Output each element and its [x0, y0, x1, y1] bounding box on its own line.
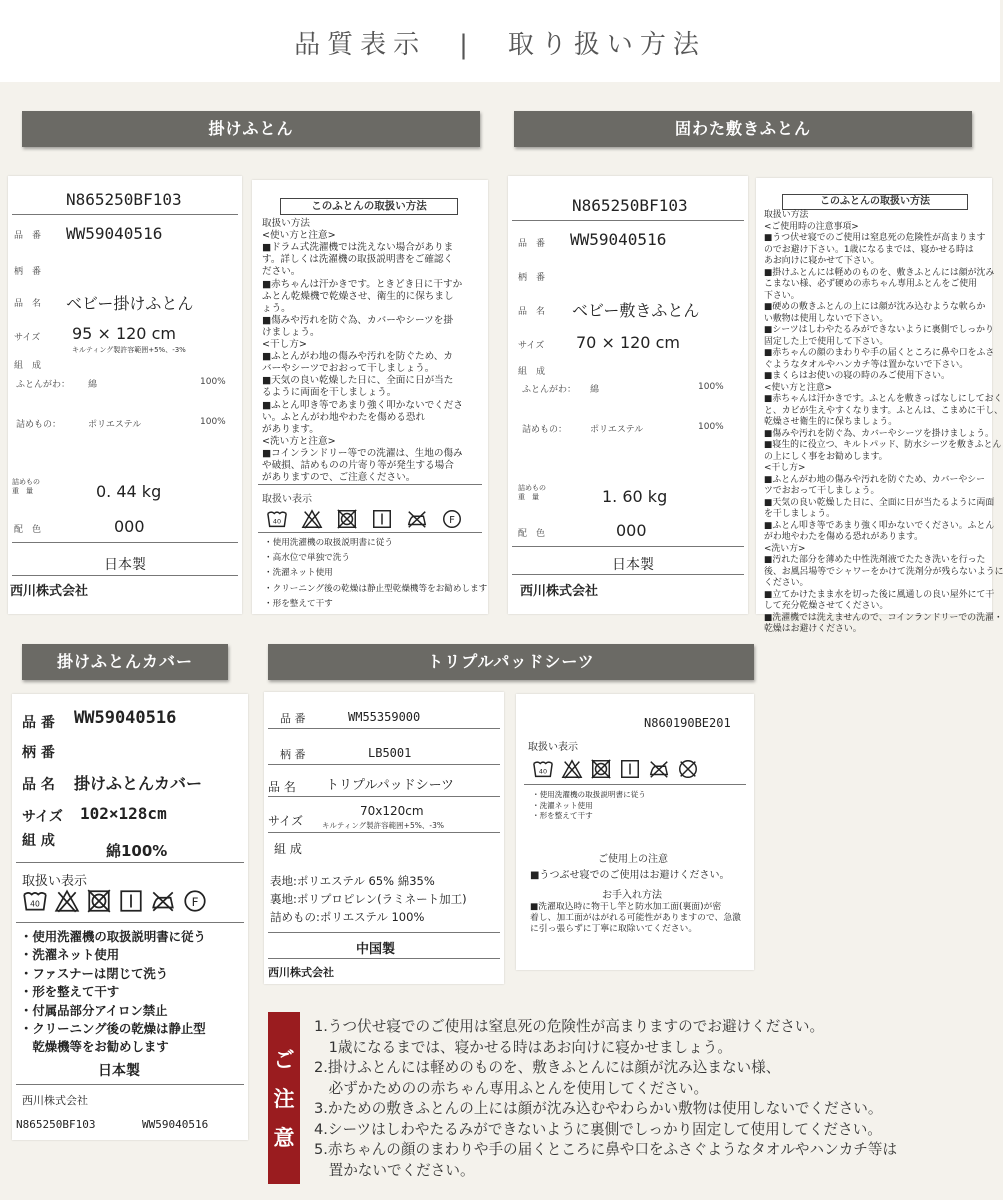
- care-line: ■ふとんがわ地の傷みや汚れを防ぐため、カ: [262, 351, 453, 363]
- composition-label: 組 成: [274, 842, 302, 856]
- weight-label: 詰めもの重 量: [12, 478, 40, 495]
- hinmei-value: ベビー掛けふとん: [66, 294, 194, 313]
- care-line: ■洗濯機では洗えませんので、コインランドリーでの洗濯・: [764, 612, 1003, 623]
- origin: 日本製: [612, 557, 654, 573]
- care-line: 固定した上で使用して下さい。: [764, 336, 889, 347]
- care-bullet: ・クリーニング後の乾燥は静止型乾燥機等をお勧めします: [264, 583, 488, 594]
- company: 西川株式会社: [520, 584, 599, 599]
- size-label: サイズ: [14, 333, 41, 343]
- gara-value: LB5001: [368, 746, 412, 760]
- size-value: 102×128cm: [80, 804, 167, 823]
- label-code: N865250BF103: [572, 196, 688, 215]
- care-line: <干し方>: [764, 463, 806, 473]
- notice-char-2: 注: [273, 1087, 295, 1111]
- composition-label: 組 成: [518, 367, 546, 377]
- care-bullet: ・洗濯ネット使用: [532, 800, 593, 810]
- notice-char-1: ご: [273, 1048, 295, 1072]
- care-line: ■ふとん叩き等であまり強く叩かないでくださ: [262, 399, 463, 411]
- care-line: ■まくらはお使いの寝の時のみご使用下さい。: [764, 371, 950, 381]
- label-code: N865250BF103: [66, 190, 182, 209]
- care-line: ■ふとん叩き等であまり強く叩かないでください。ふとん: [764, 520, 995, 531]
- care-line: ■掛けふとんには軽めのものを、敷きふとんには顔が沈み: [764, 267, 995, 278]
- svg-text:40: 40: [272, 517, 282, 526]
- care-line: ■寝生的に役立つ、キルトパッド、防水シーツを敷きふとん: [764, 440, 1002, 450]
- line-dry-icon: [371, 508, 393, 534]
- hinban-value: WW59040516: [570, 230, 667, 249]
- care-line: い。ふとんがわ地やわたを傷める恐れ: [262, 411, 426, 423]
- no-tumble-dry-icon: [86, 888, 112, 918]
- care-line: ■硬めの敷きふとんの上には顔が沈み込むような軟らか: [764, 302, 986, 312]
- care-bullet: ・クリーニング後の乾燥は静止型: [20, 1021, 206, 1036]
- notice-line: 2.掛けふとんには軽めのものを、敷きふとんには顔が沈み込まない様、: [314, 1059, 781, 1076]
- no-iron-icon: [406, 508, 428, 534]
- size-label: サイズ: [518, 341, 545, 351]
- composition-line: 表地:ポリエステル 65% 綿35%: [270, 874, 435, 888]
- notice-line: 3.かための敷きふとんの上には顔が沈み込むやわらかい敷物は使用しないでください。: [314, 1100, 883, 1117]
- care-bullet: 乾燥機等をお勧めします: [20, 1039, 169, 1055]
- no-bleach-icon: [561, 758, 583, 784]
- care-bullet: ・洗濯ネット使用: [264, 568, 333, 579]
- care-line: ■汚れた部分を薄めた中性洗剤液でたたき洗いを行った: [764, 555, 986, 565]
- code-2: WW59040516: [142, 1118, 209, 1131]
- care-symbols: [532, 758, 706, 784]
- care-line: <使い方と注意>: [262, 230, 336, 242]
- section-kakebuton: 掛けふとん: [22, 111, 480, 147]
- care-line: <洗い方と注意>: [262, 435, 336, 447]
- code-1: N865250BF103: [16, 1118, 96, 1131]
- weight-label: 詰めもの重 量: [518, 484, 546, 501]
- care-bullet: ・形を整えて干す: [532, 811, 593, 820]
- no-iron-icon: [648, 758, 670, 784]
- hinban-label: 品 番: [22, 715, 55, 731]
- care-line: ■赤ちゃんは汗かきです。ふとんを敷きっぱなしにしておく: [764, 394, 1003, 404]
- color-label: 配 色: [518, 529, 546, 539]
- quality-label-shikibuton: [508, 176, 748, 614]
- fill-label: 詰めもの：: [522, 425, 568, 435]
- svg-text:F: F: [191, 894, 199, 909]
- care-line: <使い方と注意>: [764, 382, 833, 393]
- care-line: 取扱い方法: [262, 218, 310, 229]
- care-line: 後、お風呂場等でシャワーをかけて洗剤分が残らないように: [764, 566, 1003, 577]
- hinban-value: WW59040516: [74, 708, 177, 728]
- notice-line: 5.赤ちゃんの顔のまわりや手の届くところに鼻や口をふさぐようなタオルやハンカチ等は: [314, 1141, 898, 1158]
- hinmei-value: トリプルパッドシーツ: [326, 778, 455, 793]
- size-value: 70 × 120 cm: [576, 333, 680, 352]
- page-header: [0, 0, 1000, 82]
- care-line: こまない様、必ず硬めの赤ちゃん専用ふとんをご使用: [764, 279, 977, 289]
- care-line: ■天気の良い乾燥した日に、全面に日が当た: [262, 375, 454, 387]
- care-line: バーやシーツでおおって干しましょう。: [262, 363, 435, 375]
- notice-line: 4.シーツはしわやたるみができないように裏側でしっかり固定して使用してください。: [314, 1120, 882, 1138]
- hinmei-value: 掛けふとんカバー: [74, 774, 203, 793]
- wash-40-icon: [22, 888, 48, 918]
- care-line: <干し方>: [262, 339, 307, 350]
- quality-label-sheet: [264, 692, 504, 984]
- page-title: 品質表示 | 取り扱い方法: [294, 30, 706, 60]
- care-label-shikibuton: [756, 178, 1003, 634]
- color-label: 配 色: [14, 525, 42, 535]
- care-line: い敷物は使用しないで下さい。: [764, 313, 889, 324]
- composition-label: 組 成: [22, 833, 55, 849]
- company: 西川株式会社: [268, 966, 334, 979]
- usage-title: ご使用上の注意: [598, 854, 668, 865]
- line-dry-icon: [619, 758, 641, 784]
- notice-char-3: 意: [273, 1126, 295, 1150]
- no-bleach-icon: [54, 888, 80, 918]
- care-line: ■シーツはしわやたるみができないように裏側でしっかり: [764, 325, 994, 335]
- care-title: このふとんの取扱い方法: [782, 194, 968, 210]
- composition-label: 組 成: [14, 361, 42, 371]
- outer-label: ふとんがわ：: [522, 385, 577, 395]
- care-line: ■コインランドリー等での洗濯は、生地の傷み: [262, 447, 463, 459]
- fill-label: 詰めもの：: [16, 420, 62, 430]
- care-line: を干しましょう。: [764, 509, 835, 519]
- care-symbol-label: 取扱い表示: [22, 874, 88, 889]
- svg-text:F: F: [449, 515, 455, 527]
- hinban-label: 品 番: [518, 239, 546, 249]
- care-line: ださい。: [262, 266, 301, 278]
- care-line: ふとん乾燥機で乾燥させ、衛生的に保ちまし: [262, 290, 454, 302]
- care-line: 乾燥はお避けください。: [764, 624, 862, 634]
- care-line: して充分乾燥させてください。: [764, 601, 889, 611]
- care-line: がありますので、ご注意ください。: [262, 472, 416, 484]
- care-bullet: ・洗濯ネット使用: [20, 947, 120, 963]
- composition-value: 綿100%: [106, 842, 168, 860]
- hinmei-label: 品 名: [14, 299, 42, 309]
- fill-pct: 100%: [698, 422, 724, 432]
- usage-text: ■うつぶせ寝でのご使用はお避けください。: [530, 870, 730, 881]
- gara-label: 柄 番: [280, 748, 306, 761]
- no-tumble-dry-icon: [336, 508, 358, 534]
- notice-line: 1歳になるまでは、寝かせる時はあお向けに寝かせましょう。: [314, 1038, 732, 1056]
- care-line: あお向けに寝かせて下さい。: [764, 256, 880, 266]
- care-symbols: [266, 508, 476, 534]
- care-line: と、カビが生えやすくなります。ふとんは、こまめに干し、: [764, 405, 1003, 416]
- care-line: ■傷みや汚れを防ぐ為、カバーやシーツを掛: [262, 314, 453, 326]
- gara-label: 柄 番: [518, 273, 546, 283]
- outer-pct: 100%: [200, 377, 226, 387]
- care-line: るように両面を干しましょう。: [262, 387, 397, 399]
- hinmei-label: 品 名: [268, 780, 296, 794]
- care-line: 下さい。: [764, 290, 800, 301]
- hinban-value: WM55359000: [348, 710, 421, 724]
- size-value: 95 × 120 cm: [72, 324, 176, 343]
- outer-label: ふとんがわ：: [16, 380, 71, 390]
- care-line: ■立てかけたまま水を切った後に風通しの良い屋外にて干: [764, 589, 995, 600]
- hinmei-value: ベビー敷きふとん: [572, 301, 700, 320]
- origin: 中国製: [356, 942, 396, 957]
- care-line: ■ドラム式洗濯機では洗えない場合がありま: [262, 242, 454, 254]
- label-code: N860190BE201: [644, 716, 731, 730]
- care-line: ツでおおって干しましょう。: [764, 486, 880, 496]
- size-label: サイズ: [268, 814, 304, 828]
- care-title: このふとんの取扱い方法: [280, 198, 458, 215]
- outer-material: 綿: [88, 380, 98, 390]
- care-bullet: ・使用洗濯機の取扱説明書に従う: [20, 929, 206, 944]
- care-line: ■傷みや汚れを防ぐ為、カバーやシーツを掛けましょう。: [764, 428, 994, 439]
- size-value: 70x120cm: [360, 804, 424, 818]
- dry-clean-f-icon: [441, 508, 463, 534]
- origin: 日本製: [98, 1063, 140, 1079]
- hinmei-label: 品 名: [518, 307, 546, 317]
- fill-material: ポリエステル: [88, 420, 142, 430]
- no-iron-icon: [150, 888, 176, 918]
- care-line: けましょう。: [262, 326, 320, 338]
- care-bullet: ・形を整えて干す: [264, 598, 333, 609]
- fill-pct: 100%: [200, 417, 226, 427]
- color-value: 000: [114, 517, 145, 536]
- care-bullet: ・使用洗濯機の取扱説明書に従う: [264, 538, 393, 548]
- hinmei-label: 品 名: [22, 777, 55, 793]
- care-bullet: ・ファスナーは閉じて洗う: [20, 965, 169, 981]
- line-dry-icon: [118, 888, 144, 918]
- size-note: キルティング製許容範囲+5%、-3%: [72, 346, 186, 354]
- size-note: キルティング製許容範囲+5%、-3%: [322, 821, 444, 830]
- no-tumble-dry-icon: [590, 758, 612, 784]
- care-line: ください。: [764, 578, 809, 588]
- composition-line: 詰めもの:ポリエステル 100%: [270, 910, 425, 924]
- care-line: <ご使用時の注意事項>: [764, 221, 859, 232]
- care-bullet: ・形を整えて干す: [20, 984, 120, 1000]
- weight-value: 0. 44 kg: [96, 482, 162, 501]
- care-line: ■赤ちゃんの顔のまわりや手の届くところに鼻や口をふさ: [764, 348, 995, 358]
- company: 西川株式会社: [22, 1094, 88, 1107]
- outer-material: 綿: [590, 385, 600, 395]
- care-line: ■天気の良い乾燥した日に、全面に日が当たるように両面: [764, 497, 995, 508]
- hinban-label: 品 番: [14, 231, 42, 241]
- care-bullet: ・使用洗濯機の取扱説明書に従う: [532, 790, 646, 799]
- composition-line: 裏地:ポリプロピレン(ラミネート加工): [270, 892, 467, 906]
- hinban-value: WW59040516: [66, 224, 163, 243]
- wash-40-icon: [532, 758, 554, 784]
- care-title: お手入れ方法: [602, 890, 662, 901]
- notice-line: 1.うつ伏せ寝でのご使用は窒息死の危険性が高まりますのでお避けください。: [314, 1018, 825, 1035]
- care-symbols: [22, 888, 214, 918]
- care-line: ■洗濯取込時に物干し竿と防水加工面(裏面)が密: [530, 902, 722, 912]
- gara-label: 柄 番: [14, 267, 42, 277]
- care-symbol-label: 取扱い表示: [528, 742, 578, 753]
- hinban-label: 品 番: [280, 712, 306, 725]
- care-symbol-label: 取扱い表示: [262, 494, 312, 505]
- company: 西川株式会社: [10, 584, 89, 599]
- care-label-kakebuton: [252, 180, 488, 614]
- care-bullet: ・高水位で単独で洗う: [264, 553, 350, 564]
- notice-line: 置かないでください。: [314, 1161, 475, 1179]
- care-line: や破損、詰めものの片寄り等が発生する場合: [262, 460, 454, 471]
- care-line: があります。: [262, 423, 319, 435]
- dry-clean-f-icon: [182, 888, 208, 918]
- fill-material: ポリエステル: [590, 425, 644, 435]
- notice-line: 必ずかためのの赤ちゃん専用ふとんを使用してください。: [314, 1079, 709, 1097]
- care-line: ょう。: [262, 302, 291, 314]
- care-bullet: ・付属品部分アイロン禁止: [20, 1002, 168, 1018]
- notice-badge: [268, 1012, 300, 1184]
- care-line: の上にしく事をお勧めします。: [764, 451, 888, 462]
- care-line: ■うつ伏せ寝でのご使用は窒息死の危険性が高まります: [764, 233, 986, 243]
- wash-40-icon: [266, 508, 288, 534]
- quality-label-kakebuton: [8, 176, 242, 614]
- color-value: 000: [616, 521, 647, 540]
- care-line: 着し、加工面がはがれる可能性がありますので、急激: [530, 913, 741, 923]
- care-line: ■赤ちゃんは汗かきです。ときどき日に干すか: [262, 278, 463, 290]
- care-line: <洗い方>: [764, 543, 806, 554]
- size-label: サイズ: [22, 809, 63, 825]
- svg-text:40: 40: [538, 767, 548, 776]
- no-dry-clean-icon: [677, 758, 699, 784]
- care-line: す。詳しくは洗濯機の取扱説明書をご確認く: [262, 254, 454, 266]
- quality-label-cover: [12, 694, 248, 1140]
- care-label-sheet: [516, 694, 754, 970]
- outer-pct: 100%: [698, 382, 724, 392]
- care-line: ぐようなタオルやハンカチ等は置かないで下さい。: [764, 359, 969, 370]
- care-line: 乾燥させ衛生的に保ちましょう。: [764, 417, 898, 427]
- care-line: ■ふとんがわ地の傷みや汚れを防ぐため、カバーやシー: [764, 474, 986, 485]
- care-line: に引っ張らずに丁寧に取除いてください。: [530, 924, 698, 934]
- section-sheet: トリプルパッドシーツ: [268, 644, 754, 680]
- section-cover: 掛けふとんカバー: [22, 644, 228, 680]
- section-shikibuton: 固わた敷きふとん: [514, 111, 972, 147]
- origin: 日本製: [104, 557, 146, 573]
- gara-label: 柄 番: [22, 745, 55, 761]
- no-bleach-icon: [301, 508, 323, 534]
- care-line: のでお避け下さい。1歳になるまでは、寝かせる時は: [764, 244, 974, 255]
- weight-value: 1. 60 kg: [602, 487, 668, 506]
- care-line: 取扱い方法: [764, 210, 809, 220]
- care-line: がわ地やわたを傷める恐れがあります。: [764, 532, 924, 542]
- svg-text:40: 40: [30, 899, 40, 909]
